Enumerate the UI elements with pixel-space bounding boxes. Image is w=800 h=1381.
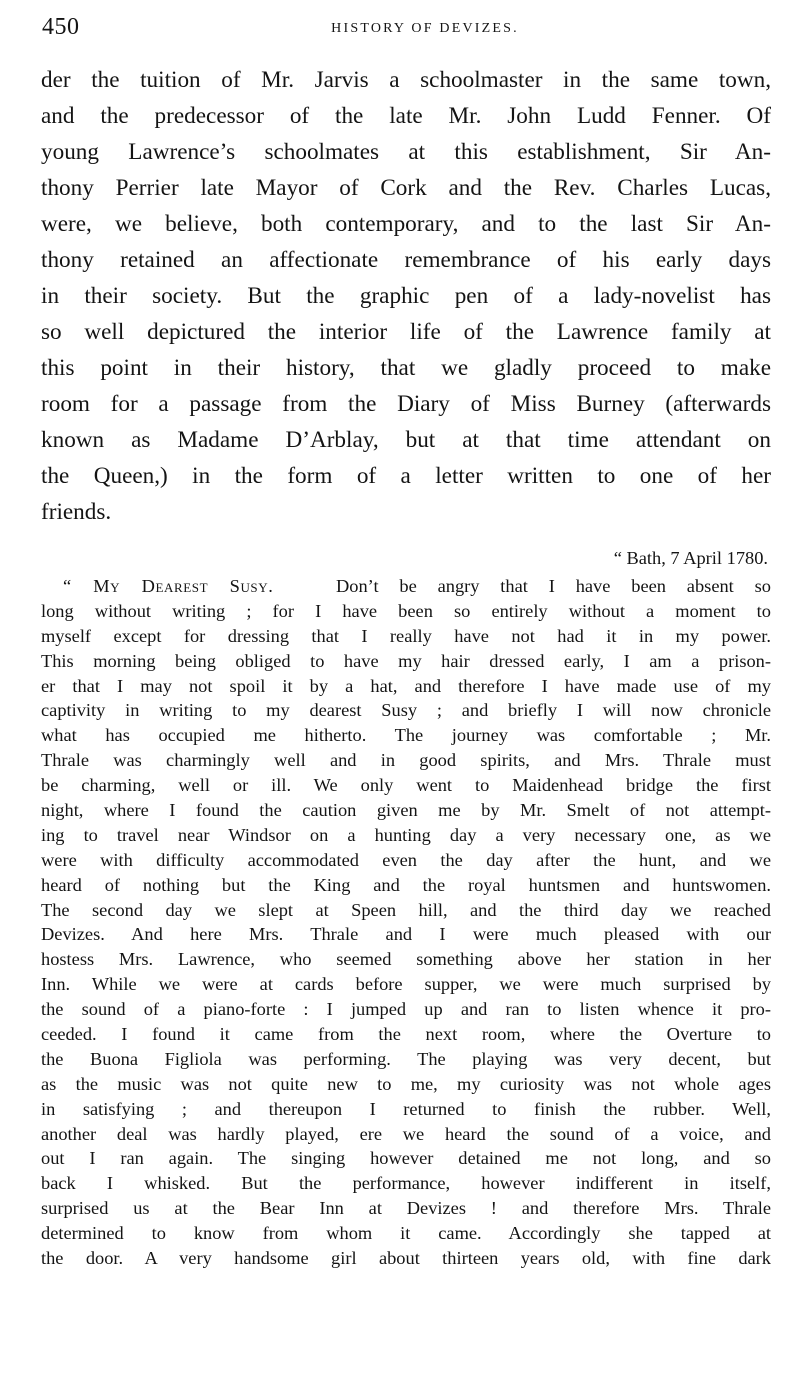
letter-line: Thrale was charmingly well and in good spirits, and Mrs. Thrale must	[41, 750, 771, 771]
body-line: young Lawrence’s schoolmates at this establishment, Sir An-	[41, 139, 771, 165]
letter-line: out I ran again. The singing however detained me not long, and so	[41, 1148, 771, 1169]
letter-line: determined to know from whom it came. Accordingly she tapped at	[41, 1223, 771, 1244]
letter-quotation	[41, 574, 771, 1271]
letter-line: ceeded. I found it came from the next room, where the Overture to	[41, 1024, 771, 1045]
letter-line: the door. A very handsome girl about thirteen years old, with fine dark	[41, 1248, 771, 1269]
body-line: were, we believe, both contemporary, and to the last Sir An-	[41, 211, 771, 237]
letter-line: as the music was not quite new to me, my curiosity was not whole ages	[41, 1073, 771, 1094]
letter-line: hostess Mrs. Lawrence, who seemed something above her station in her	[41, 949, 771, 970]
letter-salutation: “ My Dearest Susy.	[63, 576, 274, 596]
letter-line: Inn. While we were at cards before supper, we were much surprised by	[41, 974, 771, 995]
body-line: thony retained an affectionate remembrance of his early days	[41, 247, 771, 273]
body-line: room for a passage from the Diary of Miss Burney (afterwards	[41, 391, 771, 417]
body-paragraph	[41, 62, 771, 530]
letter-line: another deal was hardly played, ere we heard the sound of a voice, and	[41, 1123, 771, 1144]
letter-dateline: “ Bath, 7 April 1780.	[613, 548, 768, 568]
letter-line: the sound of a piano-forte : I jumped up and ran to listen whence it pro-	[41, 999, 771, 1020]
body-line: in their society. But the graphic pen of a lady-novelist has	[41, 283, 771, 309]
body-line: the Queen,) in the form of a letter written to one of her	[41, 463, 771, 489]
letter-line: myself except for dressing that I really have not had it in my power.	[41, 625, 771, 646]
body-line: friends.	[41, 499, 112, 525]
letter-line: be charming, well or ill. We only went to Maidenhead bridge the first	[41, 775, 771, 796]
letter-line: This morning being obliged to have my hair dressed early, I am a prison-	[41, 650, 771, 671]
letter-line: surprised us at the Bear Inn at Devizes ! and therefore Mrs. Thrale	[41, 1198, 771, 1219]
letter-line: night, where I found the caution given me by Mr. Smelt of not attempt-	[41, 800, 771, 821]
letter-line: what has occupied me hitherto. The journey was comfortable ; Mr.	[41, 725, 771, 746]
letter-line: long without writing ; for I have been so entirely without a moment to	[41, 600, 771, 621]
letter-line: were with difficulty accommodated even the day after the hunt, and we	[41, 849, 771, 870]
page-number: 450	[42, 14, 80, 40]
body-line: thony Perrier late Mayor of Cork and the Rev. Charles Lucas,	[41, 175, 771, 201]
letter-line: back I whisked. But the performance, however indifferent in itself,	[41, 1173, 771, 1194]
body-line: der the tuition of Mr. Jarvis a schoolmaster in the same town,	[41, 67, 771, 93]
body-line: this point in their history, that we gladly proceed to make	[41, 355, 771, 381]
body-line: and the predecessor of the late Mr. John Ludd Fenner. Of	[41, 103, 771, 129]
letter-line: the Buona Figliola was performing. The playing was very decent, but	[41, 1048, 771, 1069]
body-line: known as Madame D’Arblay, but at that time attendant on	[41, 427, 771, 453]
running-title: HISTORY OF DEVIZES.	[331, 21, 519, 36]
letter-first-line	[41, 574, 771, 599]
letter-line: captivity in writing to my dearest Susy ; and briefly I will now chronicle	[41, 700, 771, 721]
body-line: so well depictured the interior life of the Lawrence family at	[41, 319, 771, 345]
letter-line: Devizes. And here Mrs. Thrale and I were much pleased with our	[41, 924, 771, 945]
letter-first-line-text: Don’t be angry that I have been absent so	[335, 576, 771, 596]
letter-line: The second day we slept at Speen hill, and the third day we reached	[41, 899, 771, 920]
running-head	[40, 12, 770, 46]
letter-line: heard of nothing but the King and the royal huntsmen and huntswomen.	[41, 874, 771, 895]
letter-line: in satisfying ; and thereupon I returned to finish the rubber. Well,	[41, 1098, 771, 1119]
letter-line: ing to travel near Windsor on a hunting day a very necessary one, as we	[41, 824, 771, 845]
letter-line: er that I may not spoil it by a hat, and therefore I have made use of my	[41, 675, 771, 696]
